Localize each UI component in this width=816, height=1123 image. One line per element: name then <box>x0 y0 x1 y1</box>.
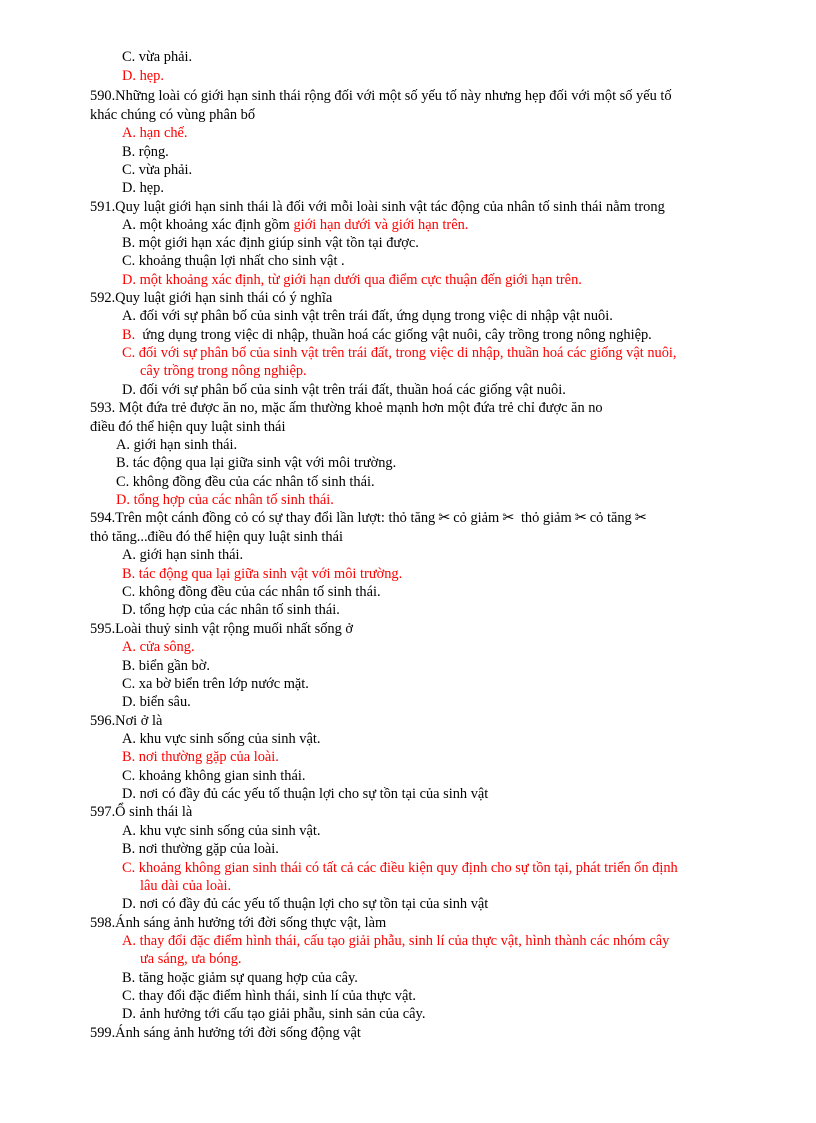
option-line: A. khu vực sinh sống của sinh vật. <box>122 823 321 839</box>
option-line <box>122 326 652 344</box>
text-line: thỏ tăng...điều đó thể hiện quy luật sinh thái <box>90 529 343 545</box>
question-592: 592.Quy luật giới hạn sinh thái có ý nghĩa <box>90 290 333 306</box>
option-line: A. thay đổi đặc điểm hình thái, cấu tạo giải phẫu, sinh lí của thực vật, hình thành các nhóm cây <box>122 933 670 949</box>
option-line: C. vừa phải. <box>122 162 193 178</box>
option-line: B. nơi thường gặp của loài. <box>122 749 279 765</box>
option-line: C. khoảng thuận lợi nhất cho sinh vật . <box>122 253 345 269</box>
option-text: ứng dụng trong việc di nhập, thuần hoá các giống vật nuôi, cây trồng trong nông nghiệp. <box>142 327 652 343</box>
scissors-icon: ✂ <box>502 510 515 526</box>
question-599: 599.Ánh sáng ảnh hưởng tới đời sống động vật <box>90 1025 361 1041</box>
option-line: C. khoảng không gian sinh thái. <box>122 768 306 784</box>
option-line: C. đối với sự phân bố của sinh vật trên trái đất, trong việc di nhập, thuần hoá các giống vật nuôi, <box>122 345 677 361</box>
text-line: C. vừa phải. <box>122 49 193 65</box>
option-line: B. rộng. <box>122 144 169 160</box>
option-line: C. thay đổi đặc điểm hình thái, sinh lí của thực vật. <box>122 988 416 1004</box>
option-line: C. không đồng đều của các nhân tố sinh thái. <box>116 474 375 490</box>
option-continuation: cây trồng trong nông nghiệp. <box>140 363 307 379</box>
option-line: B. tác động qua lại giữa sinh vật với môi trường. <box>116 455 397 471</box>
option-line: A. giới hạn sinh thái. <box>122 547 244 563</box>
question-594 <box>90 509 650 527</box>
option-line: B. tăng hoặc giảm sự quang hợp của cây. <box>122 970 358 986</box>
option-line: A. giới hạn sinh thái. <box>116 437 238 453</box>
question-text: thỏ giảm <box>520 510 572 526</box>
text-line: khác chúng có vùng phân bố <box>90 107 256 123</box>
option-line: A. khu vực sinh sống của sinh vật. <box>122 731 321 747</box>
question-text: cỏ tăng <box>589 510 632 526</box>
question-593: 593. Một đứa trẻ được ăn no, mặc ấm thường khoẻ mạnh hơn một đứa trẻ chỉ được ăn no <box>90 400 603 416</box>
option-line: C. xa bờ biển trên lớp nước mặt. <box>122 676 309 692</box>
option-line: D. tổng hợp của các nhân tố sinh thái. <box>122 602 340 618</box>
option-line: D. nơi có đầy đủ các yếu tố thuận lợi cho sự tồn tại của sinh vật <box>122 786 489 802</box>
scissors-icon: ✂ <box>438 510 451 526</box>
option-line: C. không đồng đều của các nhân tố sinh thái. <box>122 584 381 600</box>
option-text: A. một khoảng xác định gồm <box>122 217 294 233</box>
option-line: A. đối với sự phân bố của sinh vật trên trái đất, ứng dụng trong việc di nhập vật nuôi. <box>122 308 613 324</box>
question-590: 590.Những loài có giới hạn sinh thái rộng đối với một số yếu tố này nhưng hẹp đối với một số yếu tố <box>90 88 672 104</box>
question-597: 597.Ổ sinh thái là <box>90 804 193 820</box>
option-continuation: lâu dài của loài. <box>140 878 232 894</box>
option-line: B. tác động qua lại giữa sinh vật với môi trường. <box>122 566 403 582</box>
option-line: D. đối với sự phân bố của sinh vật trên trái đất, thuần hoá các giống vật nuôi. <box>122 382 566 398</box>
scissors-icon: ✂ <box>634 510 647 526</box>
option-line: D. ảnh hưởng tới cấu tạo giải phẫu, sinh sản của cây. <box>122 1006 426 1022</box>
option-line: D. nơi có đầy đủ các yếu tố thuận lợi cho sự tồn tại của sinh vật <box>122 896 489 912</box>
option-line: D. hẹp. <box>122 180 164 196</box>
question-596: 596.Nơi ở là <box>90 713 163 729</box>
option-line: B. một giới hạn xác định giúp sinh vật tồn tại được. <box>122 235 419 251</box>
option-line <box>122 216 468 234</box>
option-continuation: ưa sáng, ưa bóng. <box>140 951 242 967</box>
option-line: B. nơi thường gặp của loài. <box>122 841 279 857</box>
option-line: A. cửa sông. <box>122 639 195 655</box>
question-text: cỏ giảm <box>453 510 500 526</box>
question-595: 595.Loài thuỷ sinh vật rộng muối nhất sống ở <box>90 621 354 637</box>
option-line: B. biển gần bờ. <box>122 658 210 674</box>
text-line: D. hẹp. <box>122 68 164 84</box>
option-line: D. một khoảng xác định, từ giới hạn dưới qua điểm cực thuận đến giới hạn trên. <box>122 272 582 288</box>
question-text: 594.Trên một cánh đồng cỏ có sự thay đổi lần lượt: thỏ tăng <box>90 510 436 526</box>
option-line: C. khoảng không gian sinh thái có tất cả các điều kiện quy định cho sự tồn tại, phát triển ổn định <box>122 860 678 876</box>
option-line: D. tổng hợp của các nhân tố sinh thái. <box>116 492 334 508</box>
option-line: A. hạn chế. <box>122 125 188 141</box>
option-line: D. biển sâu. <box>122 694 191 710</box>
highlighted-text: giới hạn dưới và giới hạn trên. <box>293 217 469 233</box>
option-letter: B. <box>122 327 136 343</box>
scissors-icon: ✂ <box>574 510 587 526</box>
text-line: điều đó thể hiện quy luật sinh thái <box>90 419 286 435</box>
question-598: 598.Ánh sáng ảnh hưởng tới đời sống thực vật, làm <box>90 915 387 931</box>
question-591: 591.Quy luật giới hạn sinh thái là đối với mỗi loài sinh vật tác động của nhân tố sinh thái nằm trong <box>90 199 665 215</box>
